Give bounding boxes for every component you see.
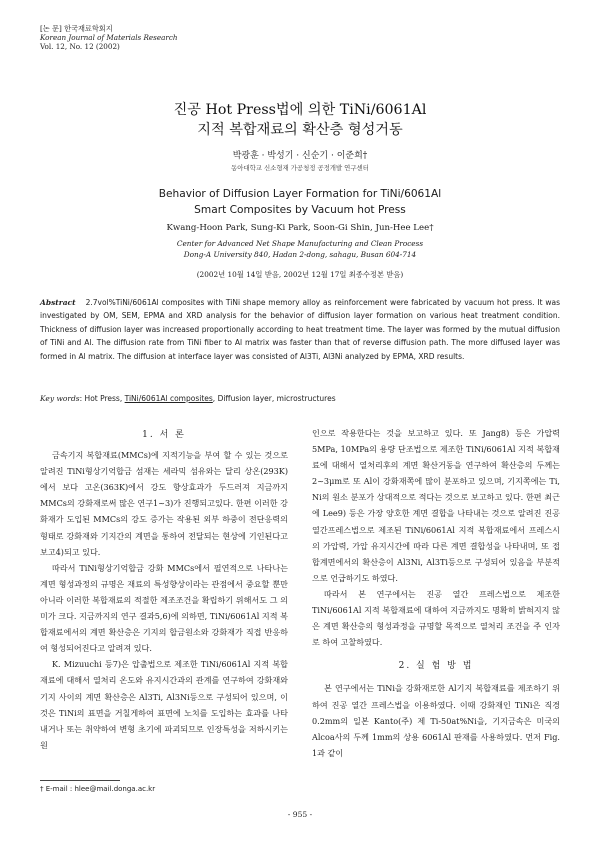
english-affiliation-line-2: Dong-A University 840, Hadan 2-dong, sahagu, Busan 604-714 <box>183 250 417 259</box>
english-affiliation <box>0 238 600 260</box>
journal-name-kr: [논 문] 한국재료학회지 <box>40 24 113 33</box>
keywords-label: Key words <box>40 394 80 403</box>
journal-header <box>40 24 178 51</box>
right-paragraph: 인으로 작용한다는 것을 보고하고 있다. 또 Jang8) 등은 가압력 5MPa, 10MPa의 용량 단조법으로 제조한 TiNi/6061Al 지적 복합재료에 대해서 열처리후의 계면 확산거동을 연구하여 확산층의 두께는 2~3μm로 또 Al이 강화재쪽에 많이 분포하고 있으며, 기지쪽에는 Ti, Ni의 원소 분포가 상대적으로 적다는 것으로 보고하고 있다. 한편 최근에 Lee9) 등은 가장 양호한 계면 결합을 나타내는 것으로 알려진 진공 열간프레스법으로 제조된 TiNi/6061Al 지적 복합재료에서 프레스시의 가압력, 가압 유지시간에 따라 다른 계면 결합성을 나타내며, 또 접합계면에서의 확산층이 Al3Ni, Al3Ti등으로 구성되어 있음을 부분적으로 언급하기도 하였다. <box>312 428 560 583</box>
received-dates: (2002년 10월 14일 받음, 2002년 12월 17일 최종수정본 받음) <box>196 270 404 279</box>
english-title-line-2: Smart Composites by Vacuum hot Press <box>194 204 406 216</box>
section-1-title: 1. 서 론 <box>142 430 186 440</box>
left-paragraph: 따라서 TiNi형상기억합금 강화 MMCs에서 필연적으로 나타나는 계면 형성과정의 규명은 재료의 특성향상이라는 관점에서 중요할 뿐만 아니라 이러한 복합재료의 적절한 제조조건을 확립하기 위해서도 그 의미가 크다. 지금까지의 연구 결과5,6)에 의하면, TiNi/6061Al 지적 복합재료에서의 계면 확산층은 기지의 합금원소와 강화재가 직접 반응하여 형성되어진다고 알려져 있다. <box>40 562 288 654</box>
korean-authors: 박광훈 · 박성기 · 신순기 · 이준희† <box>232 151 368 161</box>
korean-affiliation: 동아대학교 신소형재 가공청정 공정개발 연구센터 <box>231 164 369 172</box>
keywords <box>40 394 560 403</box>
left-column <box>40 425 288 753</box>
section-2-title: 2. 실 험 방 법 <box>398 661 474 672</box>
english-authors: Kwang-Hoon Park, Sung-Ki Park, Soon-Gi Shin, Jun-Hee Lee† <box>166 223 434 233</box>
journal-volume: Vol. 12, No. 12 (2002) <box>40 42 120 51</box>
keywords-post: , Diffusion layer, microstructures <box>212 394 336 403</box>
right-paragraph: 따라서 본 연구에서는 진공 열간 프레스법으로 제조한 TiNi/6061Al 지적 복합재료에 대하여 지금까지도 명확히 밝혀지지 않은 계면 확산층의 형성과정을 규명할 목적으로 열처리 조건을 주 인자로 하여 고찰하였다. <box>312 588 560 648</box>
keywords-pre: : Hot Press, <box>79 394 125 403</box>
footnote-email: † E-mail : hlee@mail.donga.ac.kr <box>40 785 156 793</box>
korean-title-line-2: 지적 복합재료의 확산층 형성거동 <box>197 122 403 138</box>
korean-title-line-1: 진공 Hot Press법에 의한 TiNi/6061Al <box>173 102 427 118</box>
abstract-text: 2.7vol%TiNi/6061Al composites with TiNi shape memory alloy as reinforcement were fabricated by vacuum hot press. It was investigated by OM, SEM, EPMA and XRD analysis for the behavior of diffusion layer formation on various heat treatment condition. Thickness of diffusion layer was increased proportionally according to heat treatment time. The layer was formed by the mutual diffusion of TiNi and Al. The diffusion rate from TiNi fiber to Al matrix was faster than that of reverse diffusion path. The more diffused layer was formed in Al matrix. The diffusion at interface layer was consisted of Al3Ti, Al3Ni analyzed by EPMA, XRD results. <box>40 298 560 361</box>
journal-name-en: Korean Journal of Materials Research <box>40 33 178 42</box>
left-paragraph: K. Mizuuchi 등7)은 압출법으로 제조한 TiNi/6061Al 지적 복합재료에 대해서 열처리 온도와 유지시간과의 관계를 연구하여 강화재와 기지 사이의 계면 확산층은 Al3Ti, Al3Ni등으로 구성되어 있으며, 이것은 TiNi의 표면을 거칠게하여 표면에 노치를 도입하는 효과를 나타내거나 또는 취약하여 변형 초기에 파괴되므로 인장특성을 저하시키는 원 <box>40 659 288 750</box>
abstract-label: Abstract <box>40 298 76 307</box>
left-paragraph: 금속기지 복합재료(MMCs)에 지적기능을 부여 할 수 있는 것으로 알려진 TiNi형상기억합금 섬재는 세라믹 섬유와는 달리 상온(293K)에서 보다 고온(363K)에서 강도 향상효과가 두드러져 지금까지 MMCs의 강화재로써 많은 연구1~3)가 진행되고있다. 한편 이러한 강화재가 도입된 MMCs의 강도 증가는 작용된 외부 하중이 전단응력의 형태로 강화재와 기지간의 계면을 통하여 전달되는 현상에 기인된다고 보고4)되고 있다. <box>40 450 288 557</box>
right-column <box>312 425 560 761</box>
page-number: - 955 - <box>287 810 313 819</box>
abstract <box>40 296 560 363</box>
english-title <box>0 186 600 218</box>
right-paragraph: 본 연구에서는 TiNi을 강화재로한 Al기지 복합재료를 제조하기 위하여 진공 열간 프레스법을 이용하였다. 이때 강화재인 TiNi은 직경 0.2mm의 일본 Kanto(주) 제 Ti-50at%Ni을, 기지금속은 미국의 Alcoa사의 두께 1mm의 상용 6061Al 판재를 사용하였다. 먼저 Fig. 1과 같이 <box>312 683 560 758</box>
footnote-divider <box>40 780 120 781</box>
keywords-underlined: TiNi/6061Al composites <box>124 394 213 403</box>
english-affiliation-line-1: Center for Advanced Net Shape Manufacturing and Clean Process <box>176 239 424 248</box>
english-title-line-1: Behavior of Diffusion Layer Formation for TiNi/6061Al <box>158 188 442 200</box>
